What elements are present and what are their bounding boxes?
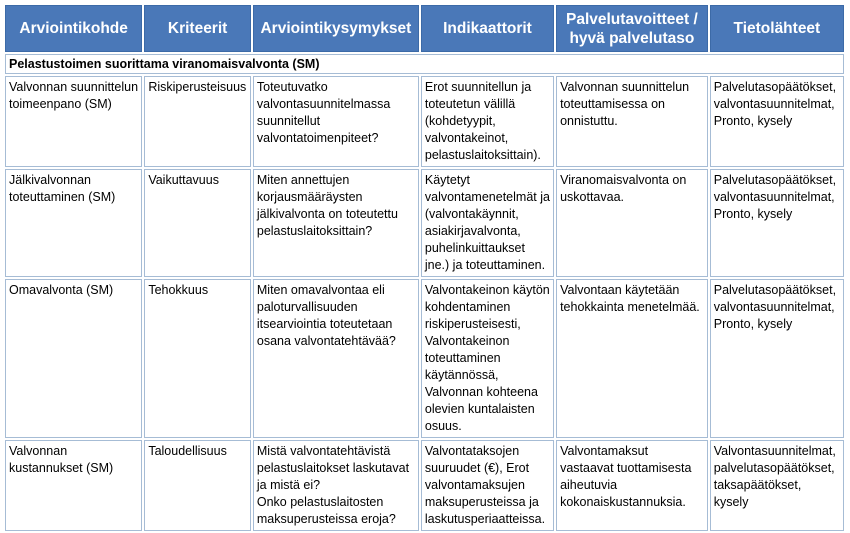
cell-arviointikysymys: Toteutuvatko valvontasuunnitelmassa suunnitellut valvontatoimenpiteet? [253,76,419,167]
table-row [5,279,844,438]
cell-arviointikysymys: Miten omavalvontaa eli paloturvallisuuden itsearviointia toteutetaan osana valvontatehtävää? [253,279,419,438]
cell-tietolahteet: Palvelutasopäätökset, valvontasuunnitelmat, Pronto, kysely [710,76,844,167]
cell-palvelutavoite: Valvontamaksut vastaavat tuottamisesta aiheutuvia kokonaiskustannuksia. [556,440,708,531]
cell-indikaattori: Valvontataksojen suuruudet (€), Erot valvontamaksujen maksuperusteissa ja laskutusperiaatteissa. [421,440,554,531]
cell-indikaattori: Valvontakeinon käytön kohdentaminen riskiperusteisesti, Valvontakeinon toteuttaminen käytännössä, Valvonnan kohteena olevien kuntalaisten osuus. [421,279,554,438]
cell-kriteeri: Vaikuttavuus [144,169,251,277]
cell-arviointikohde: Valvonnan suunnittelun toimeenpano (SM) [5,76,142,167]
cell-arviointikysymys: Mistä valvontatehtävistä pelastuslaitokset laskutavat ja mistä ei? Onko pelastuslaitosten maksuperusteissa eroja? [253,440,419,531]
cell-tietolahteet: Palvelutasopäätökset, valvontasuunnitelmat, Pronto, kysely [710,169,844,277]
cell-arviointikysymys: Miten annettujen korjausmääräysten jälkivalvonta on toteutettu pelastuslaitoksittain? [253,169,419,277]
cell-kriteeri: Tehokkuus [144,279,251,438]
header-palvelutavoitteet: Palvelutavoitteet / hyvä palvelutaso [556,5,708,52]
header-kriteerit: Kriteerit [144,5,251,52]
cell-indikaattori: Erot suunnitellun ja toteutetun välillä (kohdetyypit, valvontakeinot, pelastuslaitoksittain). [421,76,554,167]
header-indikaattorit: Indikaattorit [421,5,554,52]
header-tietolahteet: Tietolähteet [710,5,844,52]
cell-tietolahteet: Valvontasuunnitelmat, palvelutasopäätökset, taksapäätökset, kysely [710,440,844,531]
cell-arviointikohde: Omavalvonta (SM) [5,279,142,438]
header-row [5,5,844,52]
cell-arviointikohde: Jälkivalvonnan toteuttaminen (SM) [5,169,142,277]
cell-palvelutavoite: Valvonnan suunnittelun toteuttamisessa on onnistuttu. [556,76,708,167]
cell-palvelutavoite: Valvontaan käytetään tehokkainta menetelmää. [556,279,708,438]
table-row [5,440,844,531]
header-arviointikohde: Arviointikohde [5,5,142,52]
table-row [5,76,844,167]
header-arviointikysymykset: Arviointikysymykset [253,5,419,52]
cell-kriteeri: Taloudellisuus [144,440,251,531]
table-row [5,169,844,277]
cell-arviointikohde: Valvonnan kustannukset (SM) [5,440,142,531]
cell-tietolahteet: Palvelutasopäätökset, valvontasuunnitelmat, Pronto, kysely [710,279,844,438]
cell-kriteeri: Riskiperusteisuus [144,76,251,167]
evaluation-table [3,3,846,533]
section-row [5,54,844,74]
section-title: Pelastustoimen suorittama viranomaisvalvonta (SM) [5,54,844,74]
cell-palvelutavoite: Viranomaisvalvonta on uskottavaa. [556,169,708,277]
cell-indikaattori: Käytetyt valvontamenetelmät ja (valvontakäynnit, asiakirjavalvonta, puhelinkuittaukset jne.) ja toteuttaminen. [421,169,554,277]
